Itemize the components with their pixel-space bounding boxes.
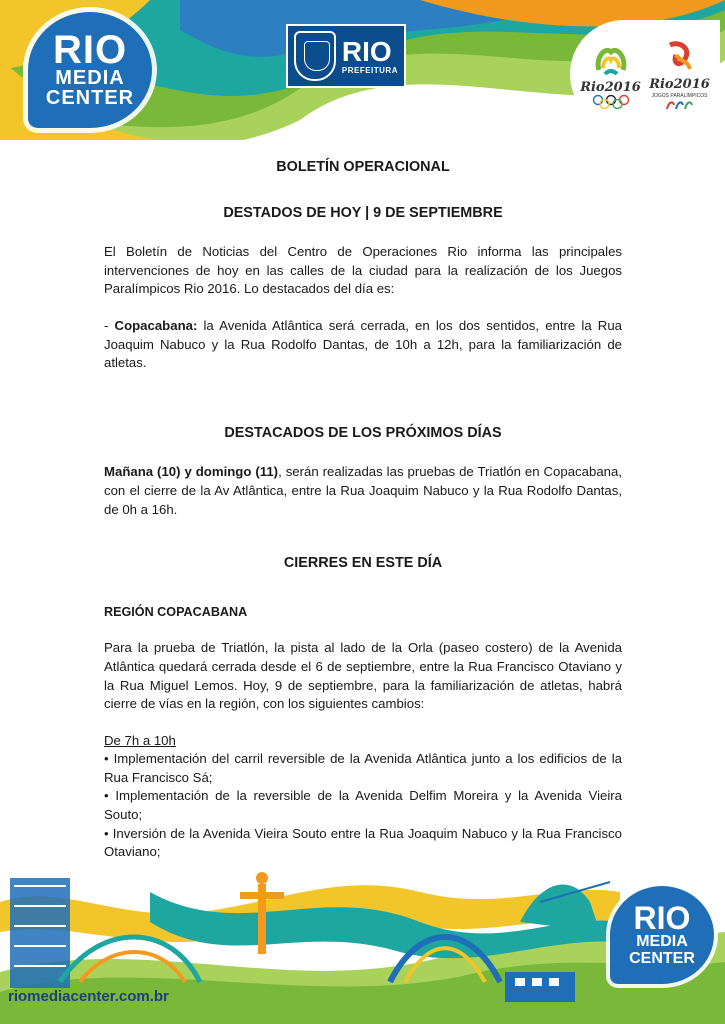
section-next-days-title: DESTACADOS DE LOS PRÓXIMOS DÍAS: [224, 424, 502, 441]
paralympic-wordmark: Rio2016: [649, 77, 710, 92]
region-title: REGIÓN COPACABANA: [104, 604, 248, 619]
olympic-wordmark: Rio2016: [580, 79, 641, 95]
copa-text: la Avenida Atlântica será cerrada, en los dos sentidos, entre la Rua Joaquim Nabuco y la Rua Rodolfo Dantas, de 10h a 12h, para la familiarización de atletas.: [104, 317, 623, 371]
intro-paragraph: El Boletín de Noticias del Centro de Operaciones Rio informa las principales intervenciones de hoy en las calles de la ciudad para la realización de los Juegos Paralímpicos Rio 2016. Lo destacados del día es:: [104, 244, 622, 297]
bullet-item: • Implementación del carril reversible de la Avenida Atlântica junto a los edificios de la Rua Francisco Sá;: [104, 751, 622, 785]
logo-line-media: MEDIA: [55, 67, 125, 89]
olympic-rings-icon: [591, 95, 631, 109]
logo-line-center: CENTER: [629, 950, 695, 967]
prefeitura-label: PREFEITURA: [341, 65, 398, 75]
logo-line-center: CENTER: [45, 87, 135, 109]
rio-media-center-logo-footer: [610, 886, 714, 984]
city-crest-icon: [294, 31, 336, 81]
paralympic-emblem-icon: [660, 37, 700, 77]
next-days-paragraph: [104, 463, 622, 519]
bullet-item: • Implementación de la reversible de la Avenida Delfim Moreira y la Avenida Vieira Souto;: [104, 788, 622, 823]
next-days-text: , serán realizadas las pruebas de Triatlón en Copacabana, con el cierre de la Av Atlântica, entre la Rua Joaquim Nabuco y la Rua Rodolfo Dantas, de 0h a 16h.: [104, 464, 622, 517]
bullet-item: • Inversión de la Avenida Vieira Souto entre la Rua Joaquim Nabuco y la Rua Francisco Otaviano;: [104, 825, 622, 860]
document-title: BOLETÍN OPERACIONAL: [276, 159, 450, 175]
section-closures-title: CIERRES EN ESTE DÍA: [283, 555, 443, 572]
copa-prefix: -: [104, 317, 115, 333]
copacabana-paragraph: [104, 317, 622, 373]
agitos-icon: [665, 99, 695, 111]
next-days-label: Mañana (10) y domingo (11): [104, 464, 279, 480]
paralympic-logo: [647, 37, 713, 111]
olympic-emblem-icon: [591, 40, 631, 80]
region-paragraph: Para la prueba de Triatlón, la pista al lado de la Orla (paseo costero) de la Avenida Atlântica quedará cerrada desde el 6 de septiembre, entre la Rua Francisco Otaviano y la Rua Miguel Lemos. Hoy, 9 de septiembre, para la familiarización de atletas, habrá cierre de vías en la región, con los siguientes cambios:: [104, 640, 622, 712]
paralympic-sub: JOGOS PARALÍMPICOS: [651, 93, 708, 99]
section-today-title: DESTADOS DE HOY | 9 DE SEPTIEMBRE: [223, 204, 503, 221]
rio-media-center-logo: [28, 12, 152, 128]
prefeitura-rio: RIO: [341, 35, 392, 67]
logo-line-media: MEDIA: [636, 933, 688, 950]
website-link[interactable]: riomediacenter.com.br: [8, 988, 169, 1005]
prefeitura-logo: [286, 24, 406, 88]
time-range-title: De 7h a 10h: [104, 732, 176, 748]
logo-line-rio: RIO: [52, 28, 128, 72]
olympic-logo: [578, 40, 644, 109]
copa-label: Copacabana:: [114, 317, 198, 333]
logo-line-rio: RIO: [633, 900, 691, 936]
rio2016-logos: [570, 20, 720, 128]
document-body: [104, 158, 622, 862]
